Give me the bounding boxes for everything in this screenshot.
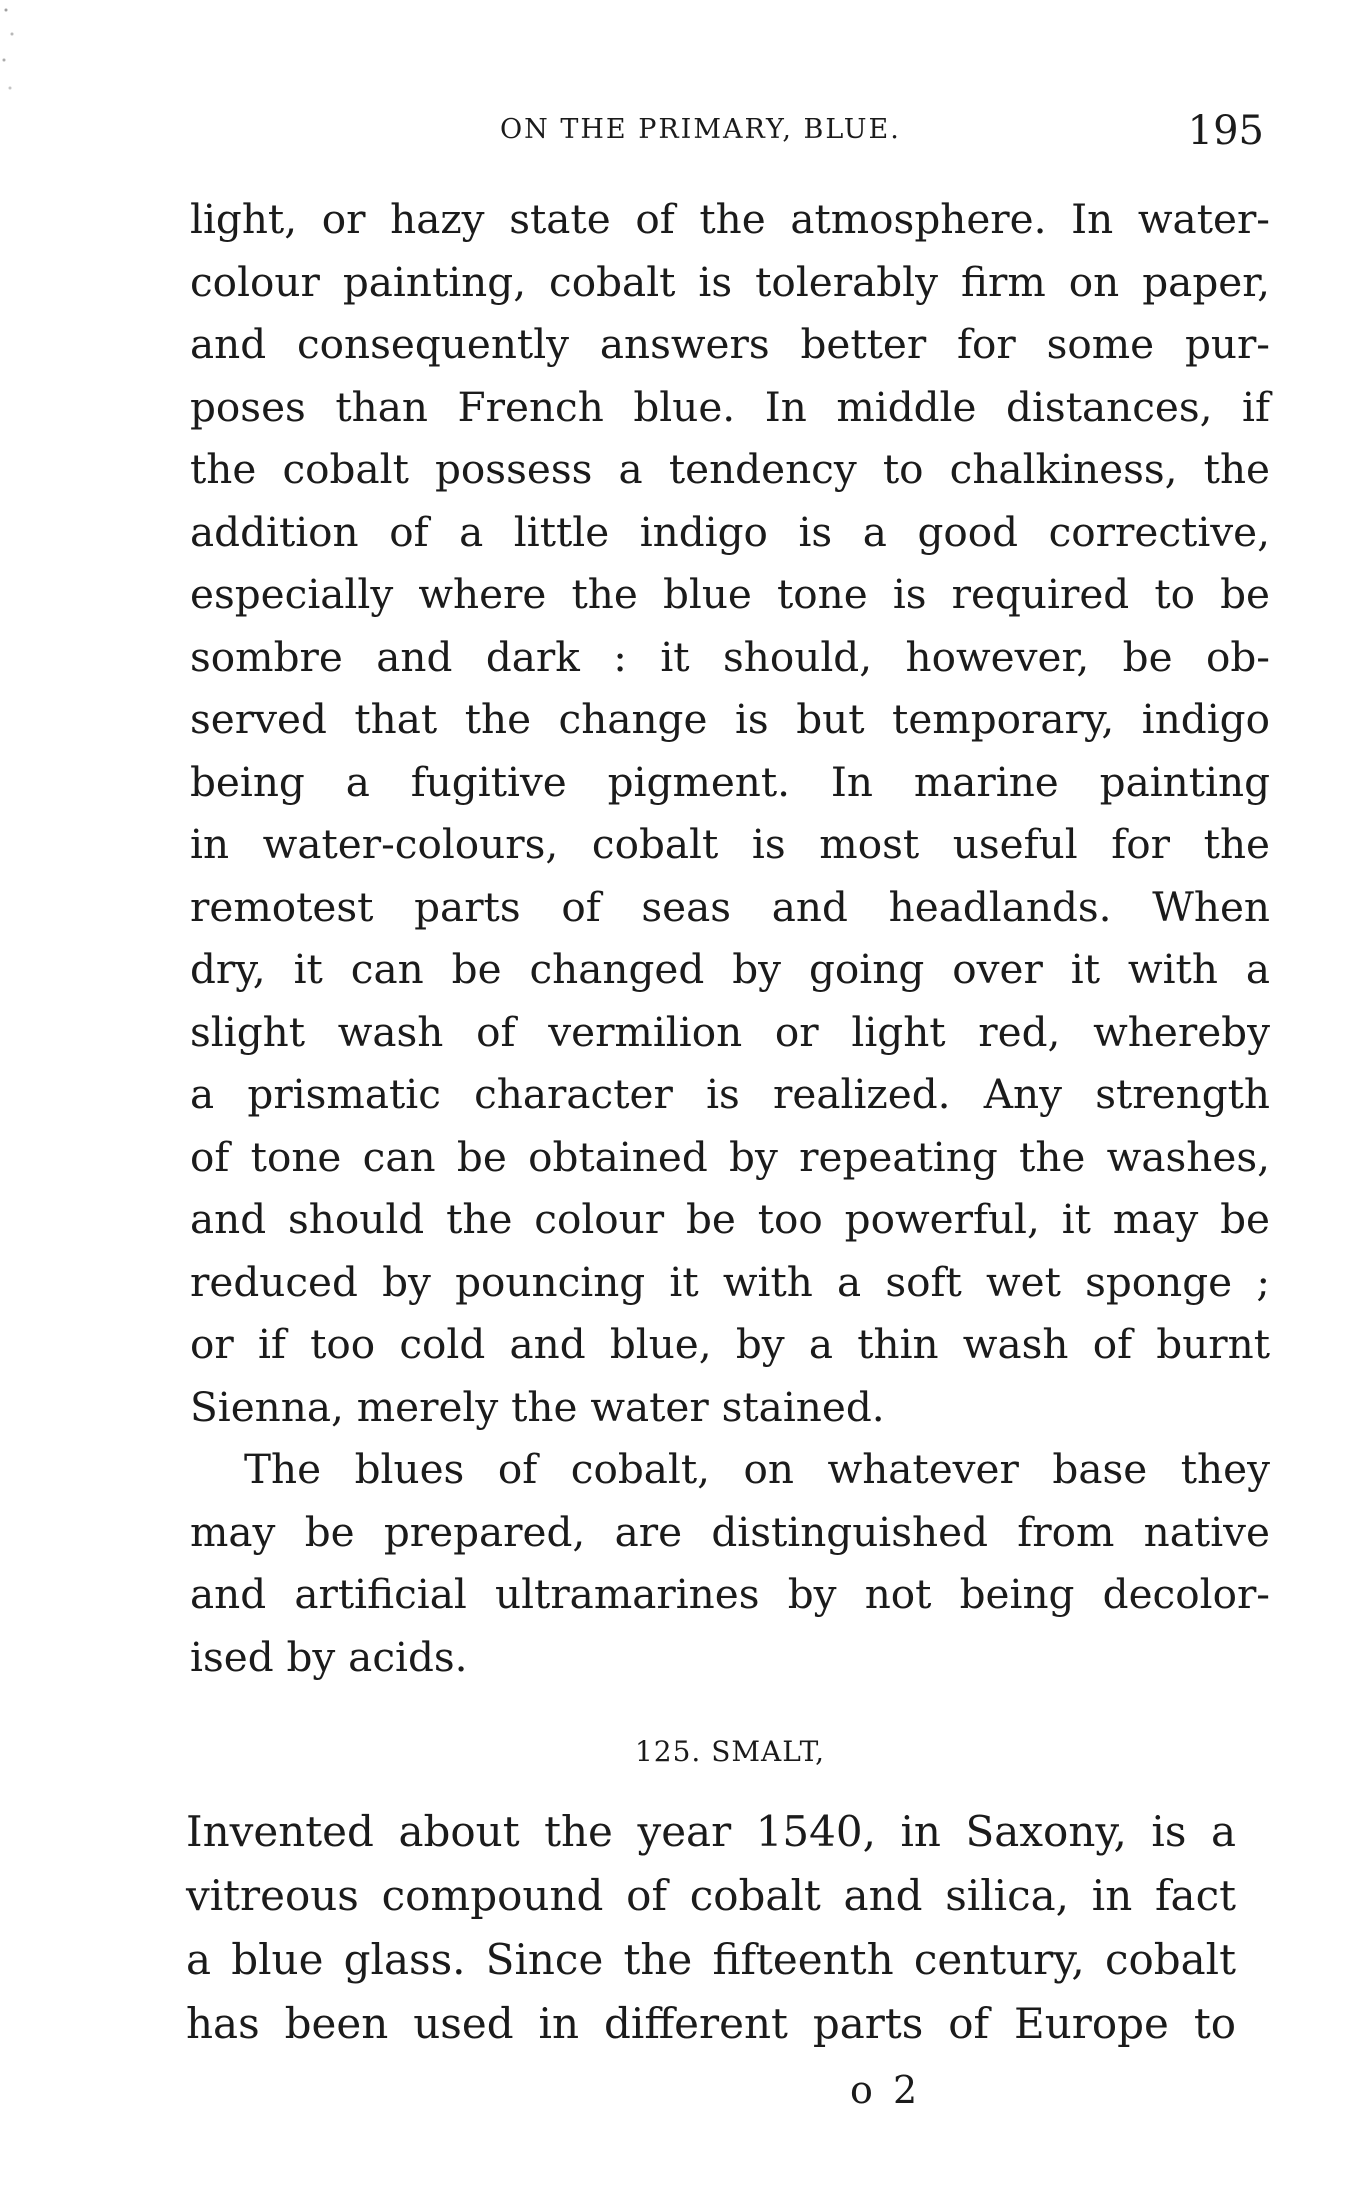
text-line: and consequently answers better for some pur- (190, 320, 1270, 368)
section-heading: 125. SMALT, (634, 1735, 826, 1768)
page-number: 195 (1187, 108, 1264, 154)
text-line: a blue glass. Since the fifteenth century, cobalt (186, 1935, 1236, 1984)
text-line: may be prepared, are distinguished from native (190, 1507, 1270, 1556)
text-line: of tone can be obtained by repeating the washes, (190, 1132, 1270, 1181)
text-line: a prismatic character is realized. Any strength (190, 1070, 1270, 1118)
text-line: and should the colour be too powerful, it may be (190, 1195, 1270, 1243)
text-line: light, or hazy state of the atmosphere. In water- (190, 195, 1270, 243)
text-line: dry, it can be changed by going over it with a (190, 945, 1270, 993)
text-line: has been used in different parts of Europe to (186, 1999, 1236, 2048)
signature-mark: o 2 (850, 2068, 922, 2112)
text-line: in water-colours, cobalt is most useful for the (190, 820, 1270, 868)
text-line: especially where the blue tone is required to be (190, 570, 1270, 618)
text-line: and artificial ultramarines by not being decolor- (190, 1570, 1270, 1618)
text-line: remotest parts of seas and headlands. When (190, 882, 1270, 931)
body-text (190, 188, 1270, 1688)
text-line: The blues of cobalt, on whatever base they (244, 1445, 1270, 1493)
text-line: slight wash of vermilion or light red, whereby (190, 1007, 1270, 1056)
text-line: reduced by pouncing it with a soft wet sponge ; (190, 1257, 1270, 1306)
section-body-text (186, 1800, 1236, 2056)
text-line: being a fugitive pigment. In marine painting (190, 757, 1270, 806)
page-edge-specks (0, 0, 22, 2195)
text-line: Sienna, merely the water stained. (190, 1382, 885, 1431)
text-line: served that the change is but temporary, indigo (190, 695, 1270, 743)
text-line: ised by acids. (190, 1632, 468, 1681)
running-title: ON THE PRIMARY, BLUE. (500, 114, 901, 145)
text-line: colour painting, cobalt is tolerably firm on paper, (190, 257, 1270, 306)
text-line: the cobalt possess a tendency to chalkiness, the (190, 445, 1270, 493)
text-line: addition of a little indigo is a good corrective, (190, 507, 1270, 556)
text-line: poses than French blue. In middle distances, if (190, 382, 1270, 431)
text-line: or if too cold and blue, by a thin wash of burnt (190, 1320, 1270, 1368)
text-line: sombre and dark : it should, however, be ob- (190, 632, 1270, 681)
text-line: Invented about the year 1540, in Saxony, is a (186, 1807, 1236, 1856)
running-head (190, 108, 1280, 158)
text-line: vitreous compound of cobalt and silica, in fact (186, 1871, 1236, 1920)
